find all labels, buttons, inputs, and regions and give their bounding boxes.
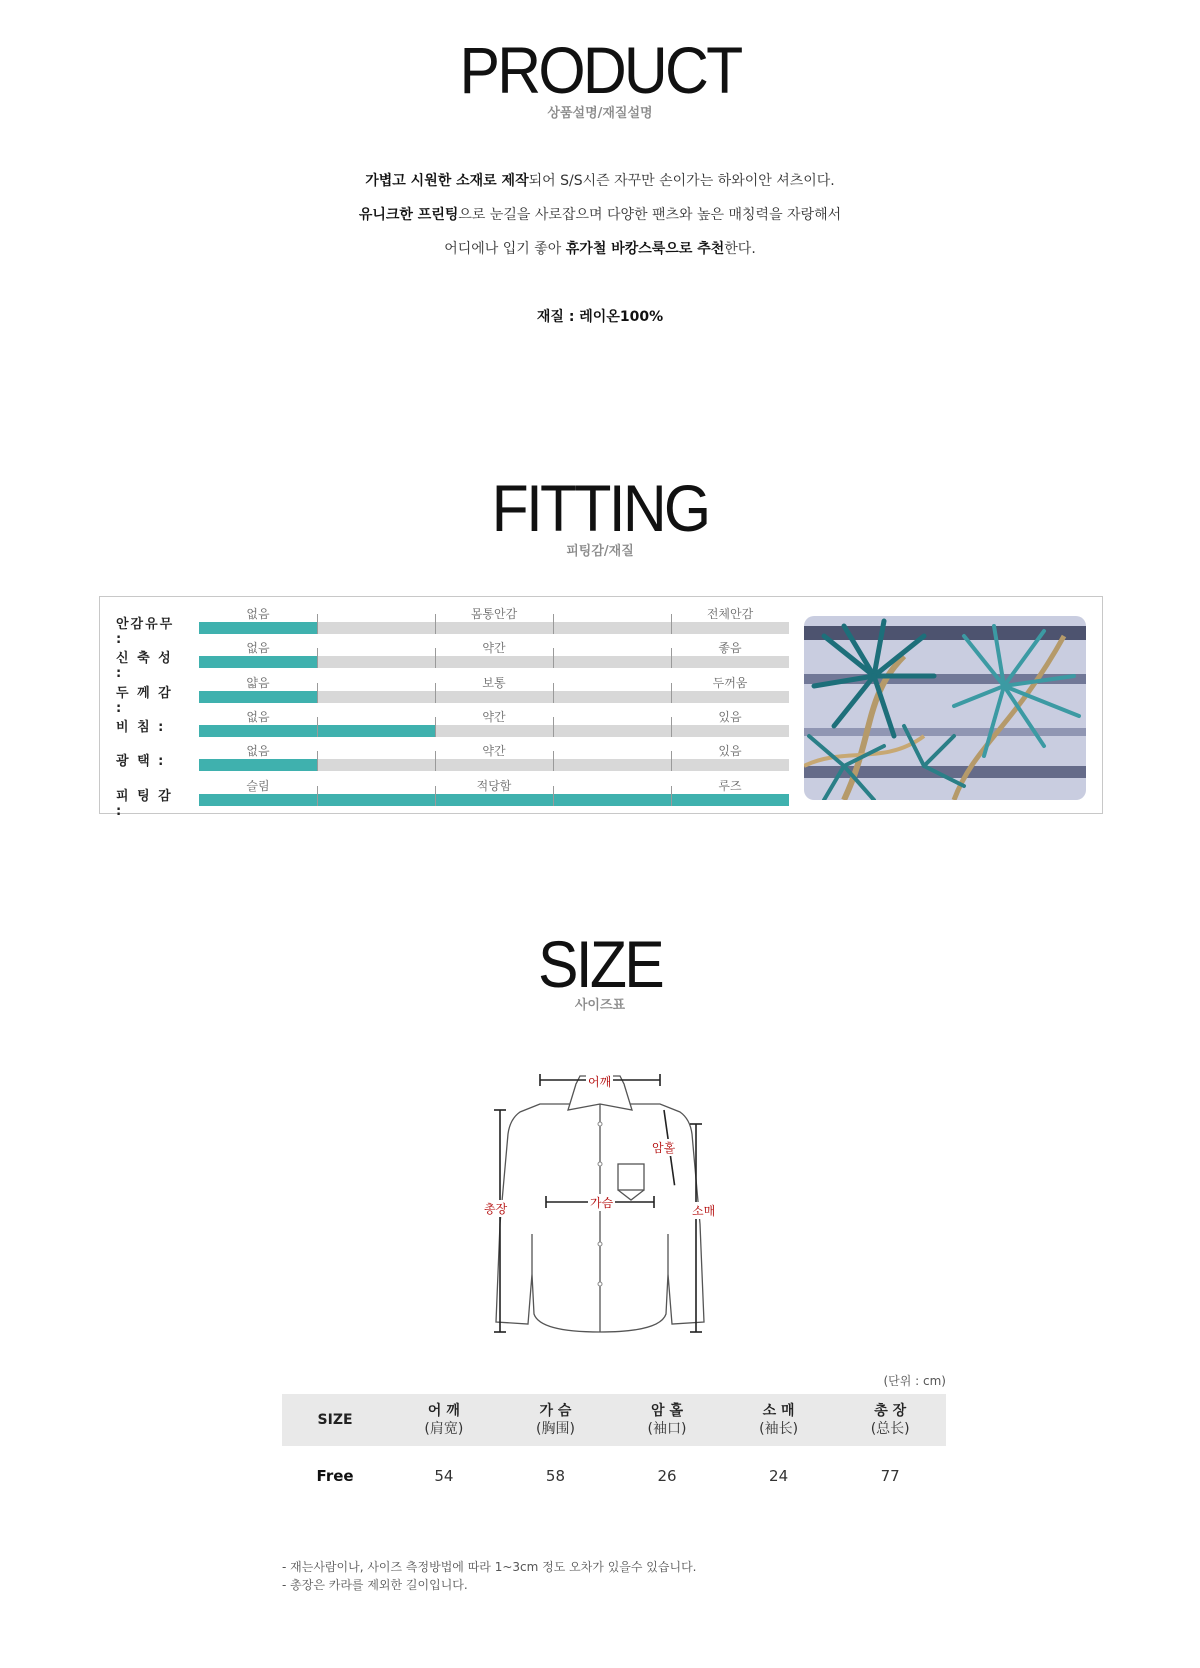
size-header-sub: (袖长)	[759, 1421, 799, 1437]
fitting-scale-mid-label: 보통	[482, 675, 506, 690]
diagram-label-length: 총장	[484, 1202, 508, 1216]
fitting-scale-divider	[553, 614, 554, 634]
fitting-chart	[99, 596, 1103, 819]
product-line-3-pre: 어디에나 입기 좋아	[444, 241, 566, 257]
size-header-sub: (胸围)	[535, 1421, 575, 1437]
fitting-row-label: 안감유무 :	[116, 617, 175, 647]
fitting-row-label: 피 팅 감 :	[116, 788, 173, 819]
fitting-row	[100, 670, 800, 716]
diagram-label-sleeve: 소매	[692, 1204, 716, 1218]
diagram-label-armhole: 암홀	[652, 1141, 676, 1155]
fitting-scale-right-label: 좋음	[718, 641, 742, 656]
size-header-main: SIZE	[317, 1412, 353, 1428]
diagram-label-shoulder: 어깨	[588, 1075, 612, 1089]
product-subtitle: 상품설명/재질설명	[547, 106, 653, 121]
fitting-scale-divider	[317, 717, 318, 737]
fitting-scale-divider	[671, 717, 672, 737]
product-description-line-3	[0, 238, 1200, 258]
fitting-scale-right-label: 전체안감	[706, 607, 754, 621]
size-table-header	[834, 1394, 946, 1446]
fitting-scale-left-label: 없음	[246, 709, 270, 724]
size-header-main: 소 매	[762, 1403, 795, 1419]
size-table-body	[282, 1446, 946, 1506]
fitting-scale-fill	[199, 794, 789, 806]
fitting-scale-divider	[671, 648, 672, 668]
fitting-scale-mid-label: 몸통안감	[470, 607, 518, 621]
product-line-3-bold: 휴가철 바캉스룩으로 추천	[565, 241, 725, 257]
fitting-scale-divider	[435, 648, 436, 668]
fitting-scale-track	[199, 656, 789, 668]
fitting-scale-left-label: 슬림	[246, 778, 270, 793]
product-description-line-1	[0, 170, 1200, 190]
fitting-row-label: 광 택 :	[116, 754, 166, 770]
fitting-scale-right-label: 루즈	[718, 778, 742, 793]
size-table-header	[282, 1394, 388, 1446]
fitting-scale-fill	[199, 622, 317, 634]
fitting-scale-divider	[317, 648, 318, 668]
fitting-scale-divider	[435, 786, 436, 806]
size-header-sub: (总长)	[870, 1421, 910, 1437]
fitting-row	[100, 738, 800, 772]
size-header-sub: (袖口)	[647, 1421, 687, 1437]
fitting-scale-right-label: 두꺼움	[712, 675, 748, 690]
fitting-scale-divider	[671, 786, 672, 806]
fitting-row	[100, 601, 800, 647]
fitting-scale-divider	[553, 648, 554, 668]
size-subtitle: 사이즈표	[574, 998, 626, 1013]
fitting-scale-fill	[199, 759, 317, 771]
size-header-main: 총 장	[874, 1403, 907, 1419]
fitting-row	[100, 704, 800, 738]
fitting-scale-track	[199, 725, 789, 737]
fitting-scale-mid-label: 약간	[482, 744, 506, 759]
size-header-sub: (肩宽)	[424, 1421, 464, 1437]
fitting-scale-left-label: 얇음	[246, 675, 270, 690]
size-title: SIZE	[538, 927, 662, 1001]
fitting-scale-divider	[671, 614, 672, 634]
fitting-scale-divider	[553, 683, 554, 703]
fitting-scale-right-label: 있음	[718, 744, 742, 759]
size-table-header	[388, 1394, 500, 1446]
fitting-scale-divider	[317, 614, 318, 634]
fitting-scale-track	[199, 691, 789, 703]
product-line-1-bold: 가볍고 시원한 소재로 제작	[365, 173, 529, 189]
size-table-header	[723, 1394, 835, 1446]
fitting-scale-divider	[553, 786, 554, 806]
size-table-row	[282, 1446, 946, 1506]
fitting-scale-track	[199, 622, 789, 634]
fitting-scale-divider	[435, 683, 436, 703]
fitting-scale-divider	[317, 683, 318, 703]
size-table-cell: 24	[769, 1467, 789, 1485]
fitting-scale-divider	[317, 786, 318, 806]
diagram-label-chest: 가슴	[590, 1196, 614, 1210]
fitting-scale-right-label: 있음	[718, 709, 742, 724]
size-table-header-row	[282, 1394, 946, 1446]
size-note-2: - 총장은 카라를 제외한 길이입니다.	[282, 1578, 468, 1592]
product-line-2-rest: 으로 눈길을 사로잡으며 다양한 팬츠와 높은 매칭력을 자랑해서	[458, 207, 842, 223]
size-table	[282, 1394, 946, 1506]
fitting-row	[100, 773, 800, 819]
fitting-scale-mid-label: 적당함	[476, 778, 512, 793]
size-note-1: - 재는사람이나, 사이즈 측정방법에 따라 1~3cm 정도 오차가 있을수 있습니다.	[282, 1560, 697, 1574]
product-line-3-post: 한다.	[724, 241, 756, 257]
fitting-scale-divider	[553, 751, 554, 771]
fitting-scale-divider	[671, 751, 672, 771]
fitting-scale-divider	[435, 717, 436, 737]
fitting-title: FITTING	[491, 471, 709, 545]
fabric-swatch-image	[804, 616, 1086, 800]
fitting-scale-left-label: 없음	[246, 744, 270, 759]
size-header-main: 어 깨	[427, 1403, 460, 1419]
size-table-cell: 58	[545, 1467, 565, 1485]
product-line-2-bold: 유니크한 프린팅	[358, 207, 459, 223]
fitting-scale-divider	[317, 751, 318, 771]
fitting-scale-track	[199, 759, 789, 771]
fitting-scale-fill	[199, 691, 317, 703]
size-table-header	[611, 1394, 723, 1446]
product-title: PRODUCT	[459, 33, 741, 107]
fitting-scale-left-label: 없음	[246, 641, 270, 656]
fitting-scale-mid-label: 약간	[482, 641, 506, 656]
fitting-scale-divider	[435, 614, 436, 634]
fitting-scale-fill	[199, 656, 317, 668]
product-line-1-rest: 되어 S/S시즌 자꾸만 손이가는 하와이안 셔츠이다.	[528, 173, 835, 189]
size-header-main: 암 홀	[651, 1403, 683, 1419]
size-table-cell: 54	[434, 1467, 454, 1485]
fitting-row-label: 신 축 성 :	[116, 651, 173, 682]
fitting-scale-divider	[435, 751, 436, 771]
fitting-scale-divider	[553, 717, 554, 737]
fitting-scale-left-label: 없음	[246, 607, 270, 621]
fitting-row-label: 두 께 감 :	[116, 685, 173, 716]
fitting-row-label: 비 침 :	[116, 719, 166, 735]
product-material: 재질 : 레이온100%	[536, 309, 664, 325]
fitting-subtitle: 피팅감/재질	[566, 544, 634, 559]
size-table-cell: 77	[880, 1467, 900, 1485]
size-header-main: 가 슴	[539, 1403, 572, 1419]
product-description-line-2	[0, 204, 1200, 224]
size-table-cell: 26	[657, 1467, 677, 1485]
fitting-row	[100, 635, 800, 682]
size-table-header	[500, 1394, 612, 1446]
fitting-scale-divider	[671, 683, 672, 703]
size-table-cell: Free	[316, 1467, 354, 1485]
fitting-scale-mid-label: 약간	[482, 709, 506, 724]
size-unit: (단위 : cm)	[883, 1374, 946, 1388]
fabric-print-pattern	[804, 616, 1086, 800]
fitting-scale-track	[199, 794, 789, 806]
